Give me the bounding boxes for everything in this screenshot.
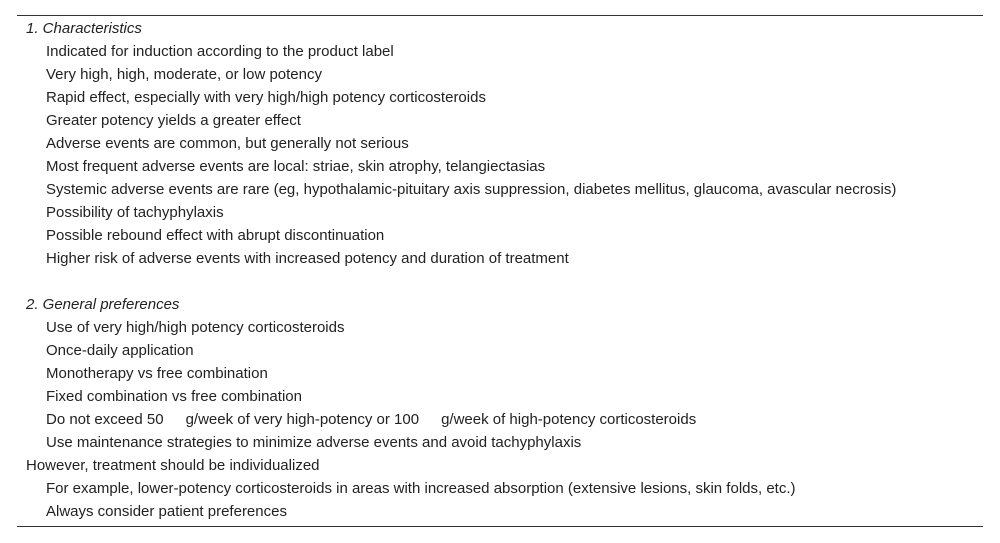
list-item: Greater potency yields a greater effect [46,112,301,129]
dose-limit-part3: g/week of high-potency corticosteroids [441,411,697,428]
list-item: Adverse events are common, but generally not serious [46,135,409,152]
dose-limit-part1: Do not exceed 50 [46,411,164,428]
dose-limit-part2: g/week of very high-potency or 100 [185,411,420,428]
list-item: Most frequent adverse events are local: striae, skin atrophy, telangiectasias [46,158,546,175]
section-spacer [26,270,983,293]
list-item: Monotherapy vs free combination [46,365,268,382]
list-item: Systemic adverse events are rare (eg, hypothalamic-pituitary axis suppression, diabetes mellitus, glaucoma, avascular necrosis) [46,181,897,198]
list-item: Fixed combination vs free combination [46,388,302,405]
list-item: Indicated for induction according to the product label [46,43,394,60]
list-item: Very high, high, moderate, or low potency [46,66,322,83]
list-item: Once-daily application [46,342,194,359]
recommendations-table [17,15,983,527]
list-item: Possible rebound effect with abrupt discontinuation [46,227,385,244]
section-heading-characteristics: 1. Characteristics [26,20,142,37]
table-body [26,17,983,523]
list-item: For example, lower-potency corticosteroids in areas with increased absorption (extensive lesions, skin folds, etc.) [46,480,796,497]
list-item: Possibility of tachyphylaxis [46,204,224,221]
section-heading-general-preferences: 2. General preferences [26,296,180,313]
list-item: Higher risk of adverse events with increased potency and duration of treatment [46,250,569,267]
list-item: Rapid effect, especially with very high/high potency corticosteroids [46,89,486,106]
dose-limit-item [26,408,983,431]
list-item: Always consider patient preferences [46,503,287,520]
list-item: Use of very high/high potency corticosteroids [46,319,345,336]
list-item: Use maintenance strategies to minimize adverse events and avoid tachyphylaxis [46,434,582,451]
individualization-note: However, treatment should be individualized [26,457,320,474]
